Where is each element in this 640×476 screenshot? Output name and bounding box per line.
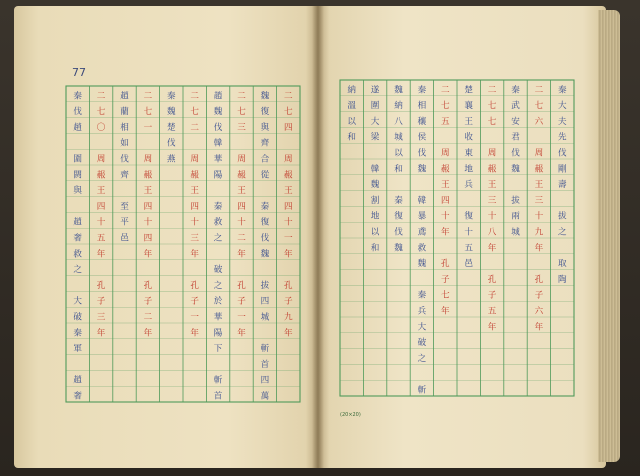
left-column-3: 二七三周赧王四十二年孔子一年 [237,91,246,339]
left-column-9: 二七〇周赧王四十五年孔子三年 [96,91,106,339]
right-column-8: 魏納八城以和秦復伐魏 [394,85,403,254]
right-column-6: 二七五周赧王四十年孔子七年 [440,85,450,317]
right-column-10: 納溫以和 [347,85,357,143]
right-column-4: 二七七周赧王三十八年孔子五年 [487,85,497,333]
left-manuscript-grid [14,6,318,468]
grid-format-mark: (20×20) [340,412,361,418]
left-column-8: 趙藺相如伐齊至平邑 [120,91,129,244]
right-column-3: 秦武安君伐魏拔兩城 [511,85,520,238]
book-gutter [312,6,324,468]
page-number: 77 [72,66,86,79]
left-column-10: 秦伐趙圍閼與趙奢救之大破秦軍趙奢 [73,91,83,402]
right-page [318,6,606,468]
page-stack-edge [598,10,620,462]
left-column-5: 二七二周赧王四十三年孔子一年 [190,91,200,339]
left-column-4: 趙魏伐韓華陽秦救之破之於華陽下斬首 [213,91,223,402]
right-column-2: 二七六周赧王三十九年孔子六年 [534,85,544,333]
right-column-9: 遂圍大梁韓魏割地以和 [370,85,380,254]
left-column-7: 二七一周赧王四十四年孔子二年 [143,91,153,339]
right-column-1: 秦大夫先伐剛壽拔之取陶 [557,85,567,285]
right-grid-lines [340,80,574,396]
left-column-2: 魏復與齊合從秦復伐魏拔四城斬首四萬 [260,91,270,402]
left-column-1: 二七四周赧王四十一年孔子九年 [283,91,293,339]
left-grid-lines [66,86,300,402]
left-column-6: 秦魏楚伐燕 [166,91,176,165]
left-page [14,6,318,468]
right-column-5: 楚襄王收東地兵復十五邑 [464,85,474,270]
right-column-7: 秦相穰侯伐魏韓暴鳶救魏秦兵大破之斬 [417,85,427,396]
right-manuscript-grid [318,6,606,468]
